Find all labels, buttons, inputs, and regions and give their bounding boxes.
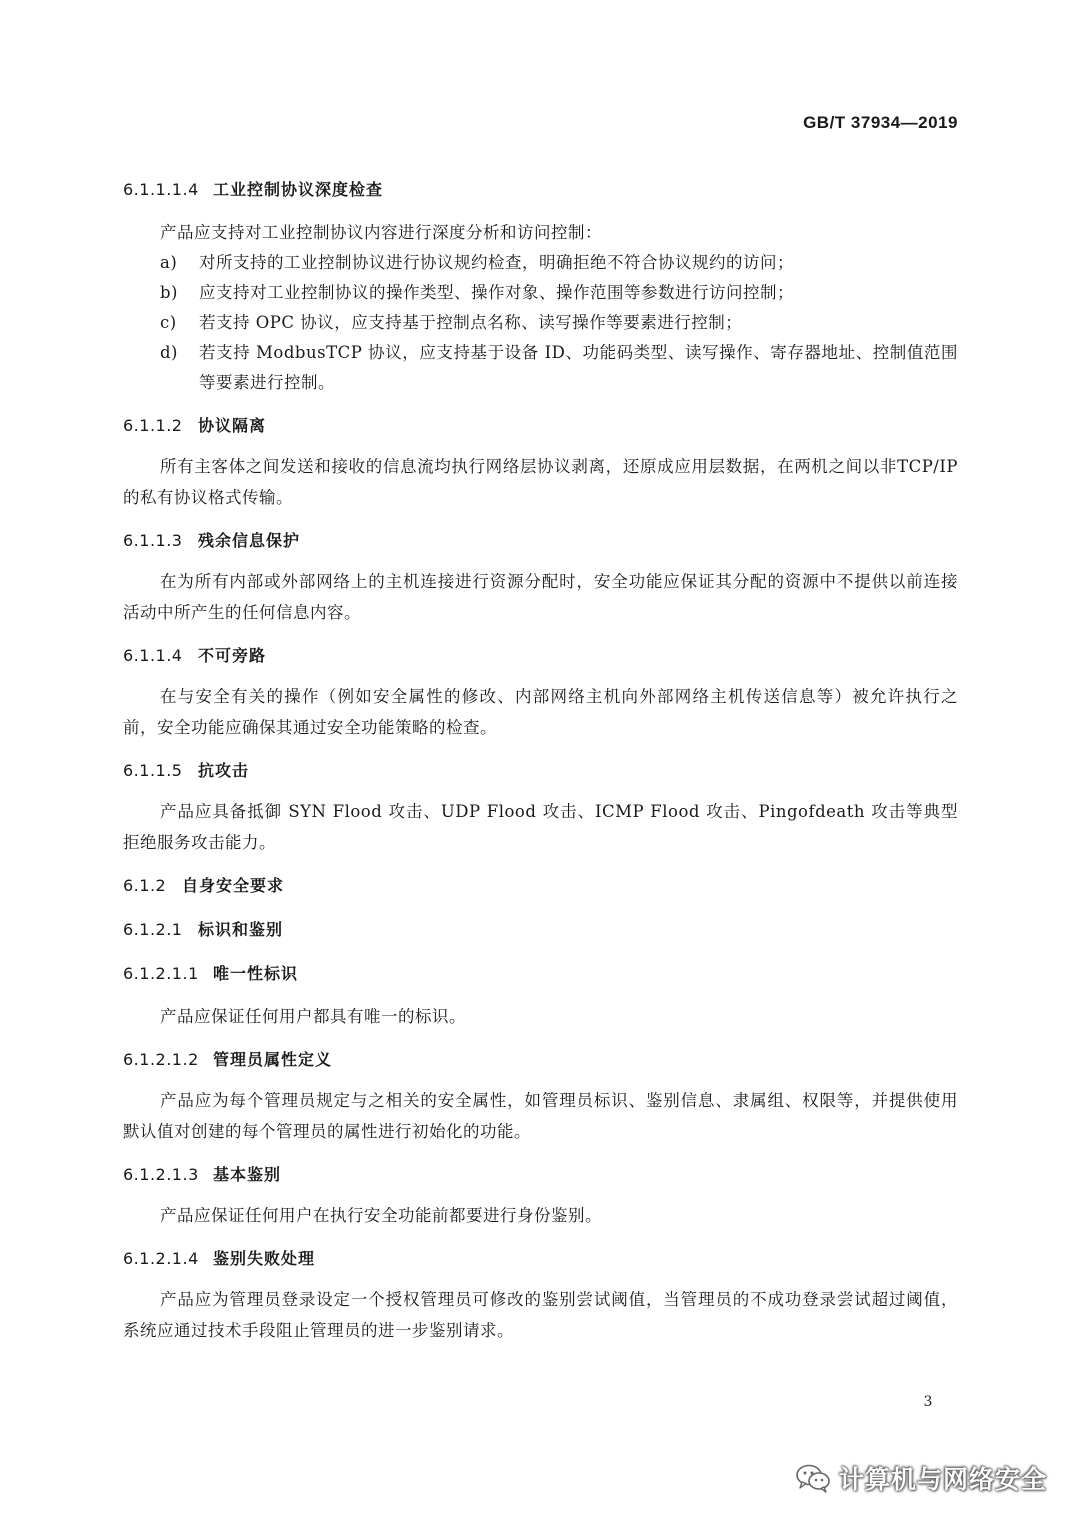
section-heading <box>123 1161 958 1189</box>
section-heading <box>123 1245 958 1273</box>
paragraph: 产品应保证任何用户在执行安全功能前都要进行身份鉴别。 <box>160 1206 602 1225</box>
section-title: 工业控制协议深度检查 <box>213 180 384 199</box>
list-marker: b) <box>160 283 178 302</box>
paragraph: 产品应为每个管理员规定与之相关的安全属性，如管理员标识、鉴别信息、隶属组、权限等，并提供使用默认值对创建的每个管理员的属性进行初始化的功能。 <box>123 1091 958 1141</box>
section-number: 6.1.2.1.4 <box>123 1249 199 1268</box>
section-number: 6.1.2 <box>123 876 167 895</box>
paragraph: 在为所有内部或外部网络上的主机连接进行资源分配时，安全功能应保证其分配的资源中不提供以前连接活动中所产生的任何信息内容。 <box>123 572 958 622</box>
watermark-text: 计算机与网络安全 <box>839 1465 1048 1494</box>
list-marker: a) <box>160 253 178 272</box>
paragraph: 产品应为管理员登录设定一个授权管理员可修改的鉴别尝试阈值，当管理员的不成功登录尝试超过阈值，系统应通过技术手段阻止管理员的进一步鉴别请求。 <box>123 1290 958 1340</box>
section-title: 基本鉴别 <box>213 1165 282 1184</box>
section-number: 6.1.2.1.1 <box>123 964 199 983</box>
section-title: 抗攻击 <box>198 761 250 780</box>
list-item <box>123 278 958 308</box>
list-text: 应支持对工业控制协议的操作类型、操作对象、操作范围等参数进行访问控制； <box>199 283 794 302</box>
section-title: 管理员属性定义 <box>213 1050 333 1069</box>
section-heading <box>123 412 958 440</box>
standard-code: GB/T 37934—2019 <box>803 113 958 132</box>
section-title: 自身安全要求 <box>182 876 285 895</box>
section-number: 6.1.2.1 <box>123 920 183 939</box>
section-number: 6.1.1.5 <box>123 761 183 780</box>
wechat-icon <box>795 1463 831 1493</box>
list-marker: d) <box>160 343 178 362</box>
section-heading <box>123 1046 958 1074</box>
paragraph: 在与安全有关的操作（例如安全属性的修改、内部网络主机向外部网络主机传送信息等）被允许执行之前，安全功能应确保其通过安全功能策略的检查。 <box>123 687 958 737</box>
section-number: 6.1.1.1.4 <box>123 180 199 199</box>
section-title: 残余信息保护 <box>198 531 301 550</box>
section-title: 不可旁路 <box>198 646 267 665</box>
paragraph: 产品应具备抵御 SYN Flood 攻击、UDP Flood 攻击、ICMP Flood 攻击、Pingofdeath 攻击等典型拒绝服务攻击能力。 <box>123 802 958 852</box>
watermark <box>795 1454 1047 1502</box>
section-heading <box>123 527 958 555</box>
list-item <box>123 338 958 398</box>
list-marker: c) <box>160 313 177 332</box>
section-number: 6.1.1.2 <box>123 416 183 435</box>
paragraph: 所有主客体之间发送和接收的信息流均执行网络层协议剥离，还原成应用层数据，在两机之间以非TCP/IP 的私有协议格式传输。 <box>123 457 958 507</box>
section-title: 标识和鉴别 <box>198 920 284 939</box>
document-body <box>123 176 958 1346</box>
section-title: 唯一性标识 <box>213 964 299 983</box>
section-heading <box>123 176 958 204</box>
list-text: 若支持 OPC 协议，应支持基于控制点名称、读写操作等要素进行控制； <box>199 313 743 332</box>
list-item <box>123 308 958 338</box>
section-number: 6.1.1.4 <box>123 646 183 665</box>
list-text: 若支持 ModbusTCP 协议，应支持基于设备 ID、功能码类型、读写操作、寄存器地址、控制值范围等要素进行控制。 <box>199 343 958 392</box>
section-title: 鉴别失败处理 <box>213 1249 316 1268</box>
section-heading <box>123 757 958 785</box>
section-number: 6.1.1.3 <box>123 531 183 550</box>
section-heading <box>123 872 958 900</box>
section-heading <box>123 916 958 944</box>
list-item <box>123 248 958 278</box>
section-heading <box>123 960 958 988</box>
section-number: 6.1.2.1.2 <box>123 1050 199 1069</box>
paragraph: 产品应支持对工业控制协议内容进行深度分析和访问控制： <box>160 223 602 242</box>
list-text: 对所支持的工业控制协议进行协议规约检查，明确拒绝不符合协议规约的访问； <box>199 253 794 272</box>
section-title: 协议隔离 <box>198 416 267 435</box>
section-number: 6.1.2.1.3 <box>123 1165 199 1184</box>
paragraph: 产品应保证任何用户都具有唯一的标识。 <box>160 1007 466 1026</box>
section-heading <box>123 642 958 670</box>
page-number: 3 <box>923 1394 933 1410</box>
